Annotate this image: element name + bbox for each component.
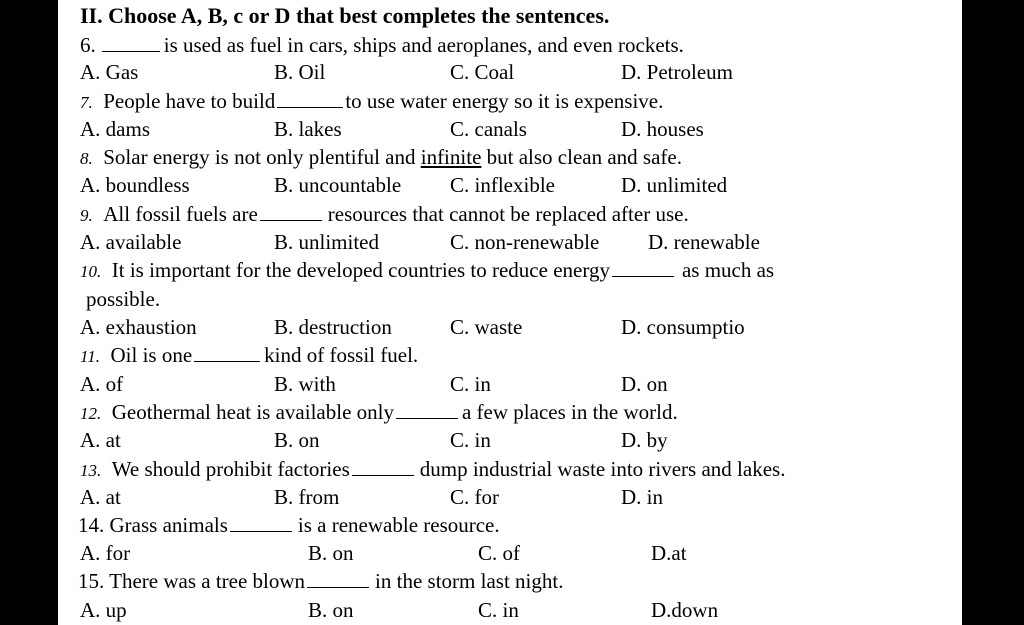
option-c: C. in bbox=[450, 428, 491, 452]
right-black-bar bbox=[962, 0, 1024, 625]
question-number: 13. bbox=[80, 461, 102, 480]
option-d: D.at bbox=[651, 541, 687, 565]
option-c: C. waste bbox=[450, 315, 523, 339]
answer-blank bbox=[307, 571, 369, 588]
option-c: C. canals bbox=[450, 117, 527, 141]
option-b: B. from bbox=[274, 485, 340, 509]
option-b: B. Oil bbox=[274, 60, 326, 84]
question-6 bbox=[80, 33, 684, 58]
question-text-before: Geothermal heat is available only bbox=[111, 400, 394, 424]
question-text-after: but also clean and safe. bbox=[486, 145, 682, 169]
question-9 bbox=[80, 202, 689, 227]
option-b: B. on bbox=[308, 598, 354, 622]
question-number: 7. bbox=[80, 93, 93, 112]
option-b: B. with bbox=[274, 372, 336, 396]
question-number: 9. bbox=[80, 206, 93, 225]
answer-blank bbox=[102, 35, 160, 52]
question-text-after: as much as bbox=[681, 258, 775, 282]
question-text-after: kind of fossil fuel. bbox=[264, 343, 419, 367]
option-b: B. lakes bbox=[274, 117, 342, 141]
option-c: C. Coal bbox=[450, 60, 515, 84]
question-number: 14. bbox=[78, 513, 105, 537]
question-number: 12. bbox=[80, 404, 102, 423]
question-text-after: dump industrial waste into rivers and lakes. bbox=[419, 457, 786, 481]
question-text-before: All fossil fuels are bbox=[103, 202, 258, 226]
left-black-bar bbox=[0, 0, 58, 625]
question-text-after: is a renewable resource. bbox=[297, 513, 500, 537]
question-14 bbox=[78, 513, 500, 538]
answer-blank bbox=[352, 459, 414, 476]
question-13 bbox=[80, 457, 785, 482]
option-c: C. for bbox=[450, 485, 499, 509]
option-a: A. of bbox=[80, 372, 124, 396]
option-c: C. inflexible bbox=[450, 173, 555, 197]
option-d: D. houses bbox=[621, 117, 704, 141]
section-heading: II. Choose A, B, c or D that best completes the sentences. bbox=[80, 3, 610, 28]
question-10 bbox=[80, 258, 774, 283]
question-number: 11. bbox=[80, 347, 100, 366]
option-d: D. Petroleum bbox=[621, 60, 733, 84]
option-a: A. for bbox=[80, 541, 131, 565]
option-a: A. up bbox=[80, 598, 127, 622]
option-c: C. in bbox=[478, 598, 519, 622]
answer-blank bbox=[260, 204, 322, 221]
option-d: D.down bbox=[651, 598, 719, 622]
question-11 bbox=[80, 343, 418, 368]
question-text-after: to use water energy so it is expensive. bbox=[345, 89, 664, 113]
question-text-before: Solar energy is not only plentiful and bbox=[103, 145, 416, 169]
question-7 bbox=[80, 89, 663, 114]
option-b: B. unlimited bbox=[274, 230, 379, 254]
option-d: D. renewable bbox=[648, 230, 760, 254]
question-number: 15. bbox=[78, 569, 105, 593]
question-15 bbox=[78, 569, 563, 594]
option-a: A. dams bbox=[80, 117, 150, 141]
question-10-continued: possible. bbox=[86, 287, 161, 311]
question-text-before: Grass animals bbox=[109, 513, 228, 537]
question-text-before: We should prohibit factories bbox=[111, 457, 350, 481]
answer-blank bbox=[194, 345, 260, 362]
question-text: is used as fuel in cars, ships and aeroplanes, and even rockets. bbox=[163, 33, 684, 57]
question-text-after: resources that cannot be replaced after use. bbox=[327, 202, 689, 226]
question-text-after: a few places in the world. bbox=[461, 400, 678, 424]
question-number: 10. bbox=[80, 262, 102, 281]
question-text-before: There was a tree blown bbox=[109, 569, 306, 593]
question-text-before: Oil is one bbox=[110, 343, 193, 367]
option-c: C. in bbox=[450, 372, 491, 396]
option-a: A. boundless bbox=[80, 173, 190, 197]
question-number: 6. bbox=[80, 33, 96, 57]
question-number: 8. bbox=[80, 149, 93, 168]
option-d: D. consumptio bbox=[621, 315, 745, 339]
option-b: B. uncountable bbox=[274, 173, 402, 197]
answer-blank bbox=[612, 260, 674, 277]
answer-blank bbox=[396, 402, 458, 419]
option-d: D. in bbox=[621, 485, 663, 509]
answer-blank bbox=[230, 515, 292, 532]
option-a: A. at bbox=[80, 428, 121, 452]
question-text-before: People have to build bbox=[103, 89, 276, 113]
answer-blank bbox=[277, 91, 343, 108]
option-c: C. of bbox=[478, 541, 520, 565]
option-b: B. on bbox=[308, 541, 354, 565]
option-a: A. available bbox=[80, 230, 182, 254]
option-a: A. at bbox=[80, 485, 121, 509]
question-12 bbox=[80, 400, 678, 425]
option-d: D. by bbox=[621, 428, 668, 452]
option-a: A. Gas bbox=[80, 60, 139, 84]
option-c: C. non-renewable bbox=[450, 230, 600, 254]
question-text-after: in the storm last night. bbox=[375, 569, 564, 593]
question-text-before: It is important for the developed countries to reduce energy bbox=[111, 258, 610, 282]
option-d: D. on bbox=[621, 372, 668, 396]
option-b: B. destruction bbox=[274, 315, 392, 339]
option-b: B. on bbox=[274, 428, 320, 452]
worksheet bbox=[58, 0, 962, 625]
question-8 bbox=[80, 145, 682, 170]
underlined-word: infinite bbox=[420, 145, 482, 169]
option-d: D. unlimited bbox=[621, 173, 728, 197]
option-a: A. exhaustion bbox=[80, 315, 197, 339]
